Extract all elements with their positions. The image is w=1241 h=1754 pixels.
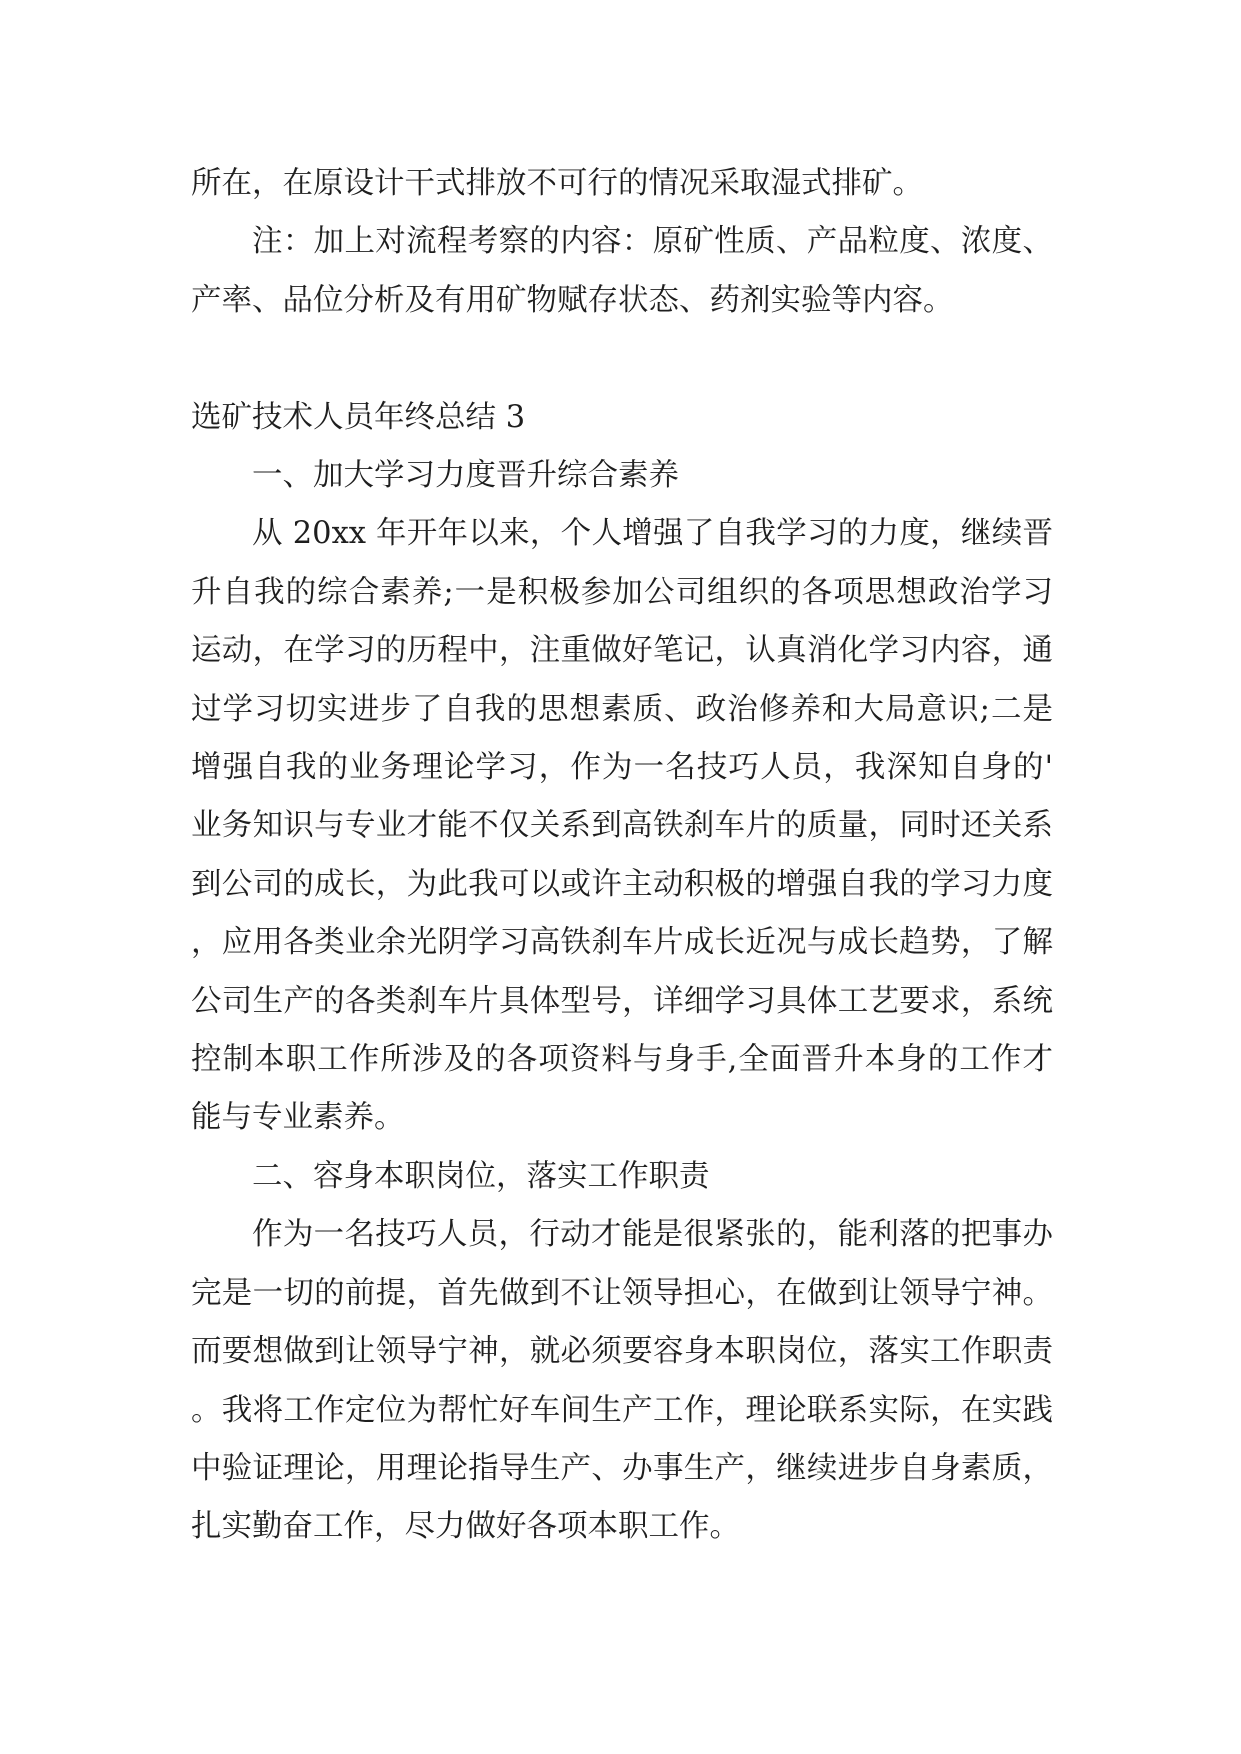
duties-paragraph: 作为一名技巧人员，行动才能是很紧张的，能利落的把事办完是一切的前提，首先做到不让领导担心，在做到让领导宁神。而要想做到让领导宁神，就必须要容身本职岗位，落实工作职责。我将工作定位为帮忙好车间生产工作，理论联系实际，在实践中验证理论，用理论指导生产、办事生产，继续进步自身素质，扎实勤奋工作，尽力做好各项本职工作。 (191, 1217, 1053, 1545)
continuation-paragraph: 所在，在原设计干式排放不可行的情况采取湿式排矿。 (191, 166, 923, 201)
heading-study: 一、加大学习力度晋升综合素养 (252, 458, 679, 494)
note-paragraph: 注：加上对流程考察的内容：原矿性质、产品粒度、浓度、产率、品位分析及有用矿物赋存状态、药剂实验等内容。 (191, 224, 1053, 318)
section-title: 选矿技术人员年终总结 3 (191, 399, 526, 435)
document-body (191, 155, 1053, 1557)
paragraph-spacer (191, 330, 1053, 388)
study-paragraph: 从 20xx 年开年以来，个人增强了自我学习的力度，继续晋升自我的综合素养;一是积极参加公司组织的各项思想政治学习运动，在学习的历程中，注重做好笔记，认真消化学习内容，通过学习切实进步了自我的思想素质、政治修养和大局意识;二是增强自我的业务理论学习，作为一名技巧人员，我深知自身的'业务知识与专业才能不仅关系到高铁刹车片的质量，同时还关系到公司的成长，为此我可以或许主动积极的增强自我的学习力度，应用各类业余光阴学习高铁刹车片成长近况与成长趋势，了解公司生产的各类刹车片具体型号，详细学习具体工艺要求，系统控制本职工作所涉及的各项资料与身手,全面晋升本身的工作才能与专业素养。 (191, 516, 1053, 1136)
heading-duties: 二、容身本职岗位，落实工作职责 (252, 1158, 710, 1194)
